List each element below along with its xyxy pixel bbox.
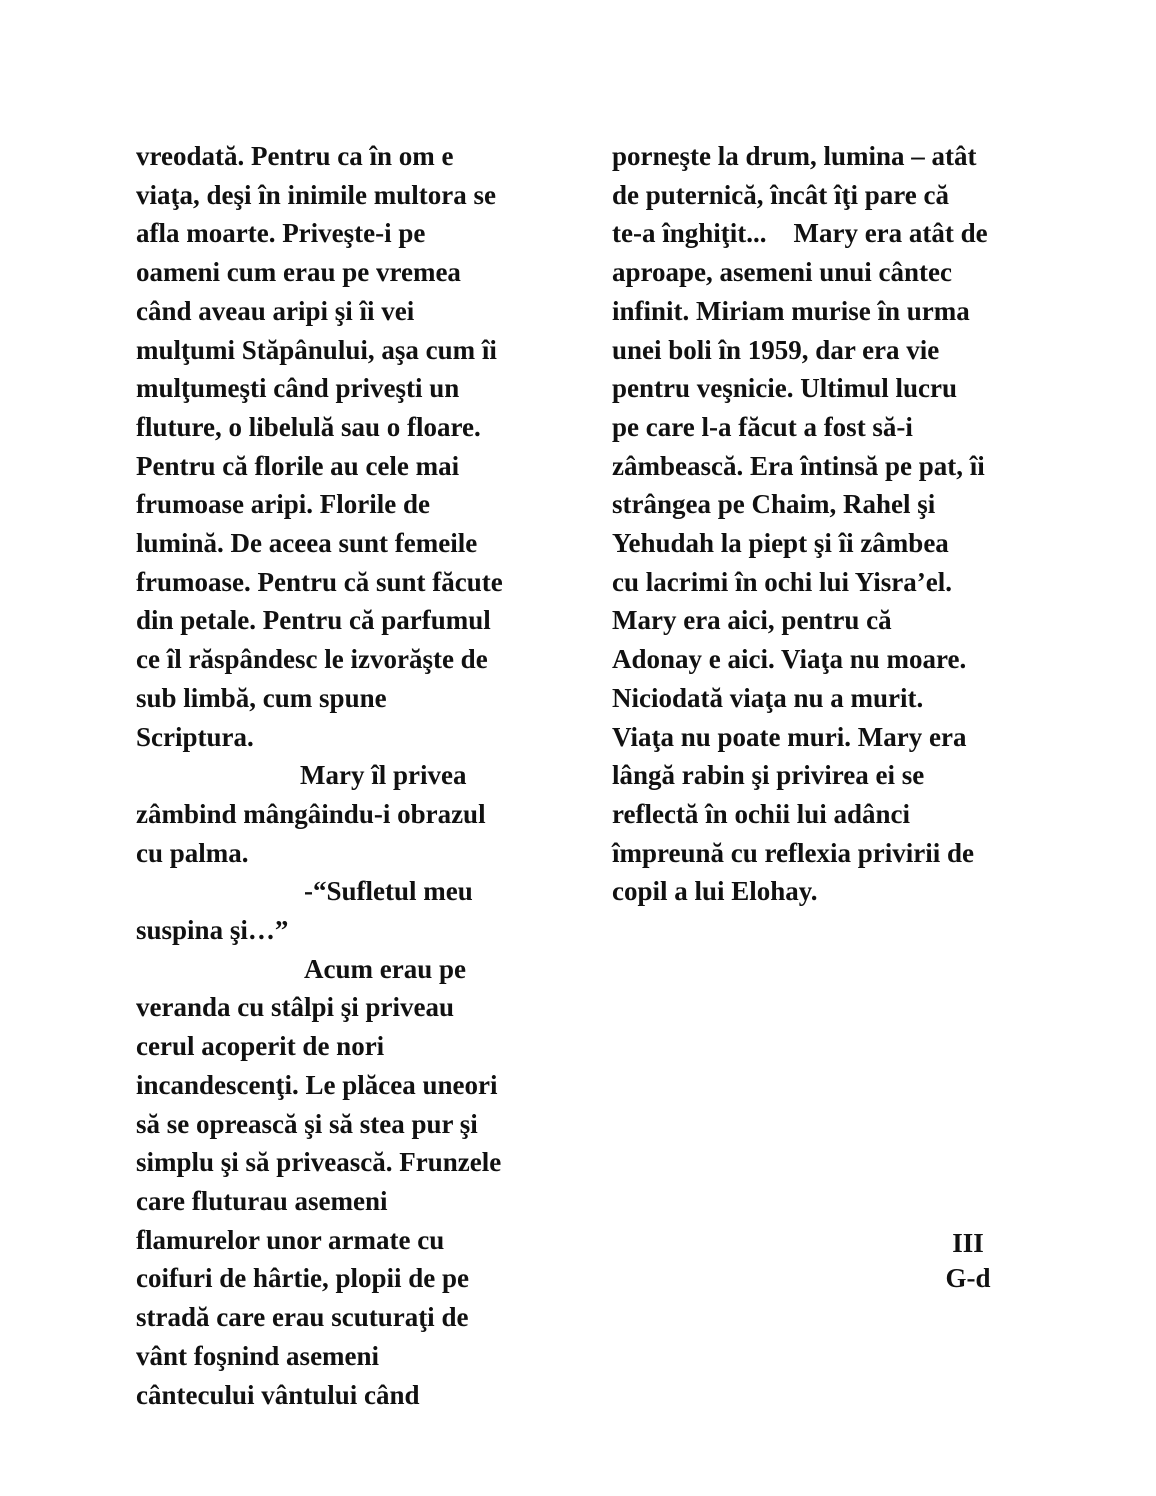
text-line: care fluturau asemeni (136, 1185, 388, 1216)
text-line-indented: Mary îl privea (300, 760, 467, 791)
text-line: zâmbind mângâindu-i obrazul (136, 798, 486, 829)
text-line: frumoase. Pentru că sunt făcute (136, 566, 503, 597)
text-line: Viaţa nu poate muri. Mary era (612, 721, 967, 752)
text-line: simplu şi să privească. Frunzele (136, 1147, 502, 1178)
closing-sign: G-d (945, 1263, 991, 1293)
text-line: aproape, asemeni unui cântec (612, 257, 953, 288)
text-line: vânt foşnind asemeni (136, 1340, 380, 1371)
text-line: de puternică, încât îţi pare că (612, 179, 949, 210)
text-line: cântecului vântului când (136, 1379, 420, 1410)
text-line: să se oprească şi să stea pur şi (136, 1108, 478, 1139)
text-line: strângea pe Chaim, Rahel şi (612, 489, 936, 520)
text-line: suspina şi…” (136, 915, 289, 946)
text-line: Yehudah la piept şi îi zâmbea (612, 528, 949, 559)
text-line: împreună cu reflexia privirii de (612, 837, 974, 868)
text-line: coifuri de hârtie, plopii de pe (136, 1263, 469, 1294)
text-line: stradă care erau scuturaţi de (136, 1302, 469, 1333)
text-line: când aveau aripi şi îi vei (136, 295, 415, 326)
text-line: mulţumi Stăpânului, aşa cum îi (136, 334, 497, 365)
text-line-indented: Acum erau pe (304, 953, 466, 984)
text-line: porneşte la drum, lumina – atât (612, 141, 977, 171)
text-line: sub limbă, cum spune (136, 682, 387, 713)
text-line: ce îl răspândesc le izvorăşte de (136, 644, 488, 675)
text-line: reflectă în ochii lui adânci (612, 798, 910, 829)
text-line: mulţumeşti când priveşti un (136, 373, 460, 404)
text-line: incandescenţi. Le plăcea uneori (136, 1069, 498, 1100)
text-line: oameni cum erau pe vremea (136, 257, 461, 288)
text-line: Adonay e aici. Viaţa nu moare. (612, 644, 967, 675)
text-line: infinit. Miriam murise în urma (612, 295, 970, 326)
text-line: pentru veşnicie. Ultimul lucru (612, 373, 957, 404)
text-line: fluture, o libelulă sau o floare. (136, 411, 481, 442)
left-text-column (136, 137, 556, 1414)
text-line: Scriptura. (136, 721, 254, 752)
text-line-indented: -“Sufletul meu (304, 876, 473, 907)
text-line: flamurelor unor armate cu (136, 1224, 445, 1255)
text-line: zâmbească. Era întinsă pe pat, îi (612, 450, 985, 481)
text-line: cu palma. (136, 837, 249, 868)
text-line: veranda cu stâlpi şi priveau (136, 992, 455, 1023)
text-line: Pentru că florile au cele mai (136, 450, 460, 481)
text-line: Niciodată viaţa nu a murit. (612, 682, 924, 713)
text-line: pe care l-a făcut a fost să-i (612, 411, 913, 442)
chapter-footer (930, 1226, 1006, 1296)
text-line: lumină. De aceea sunt femeile (136, 528, 478, 559)
text-line: afla moarte. Priveşte-i pe (136, 218, 426, 249)
chapter-number: III (952, 1228, 984, 1258)
text-line: lângă rabin şi privirea ei se (612, 760, 925, 791)
text-line: din petale. Pentru că parfumul (136, 605, 491, 636)
text-line: cerul acoperit de nori (136, 1031, 385, 1062)
text-line: te-a înghiţit... Mary era atât de (612, 218, 988, 249)
text-line: viaţa, deşi în inimile multora se (136, 179, 496, 210)
text-line: vreodată. Pentru ca în om e (136, 141, 454, 171)
text-line: cu lacrimi în ochi lui Yisra’el. (612, 566, 952, 597)
text-line: frumoase aripi. Florile de (136, 489, 430, 520)
right-text-column (612, 137, 1032, 911)
text-line: copil a lui Elohay. (612, 876, 818, 907)
text-line: Mary era aici, pentru că (612, 605, 892, 636)
text-line: unei boli în 1959, dar era vie (612, 334, 940, 365)
